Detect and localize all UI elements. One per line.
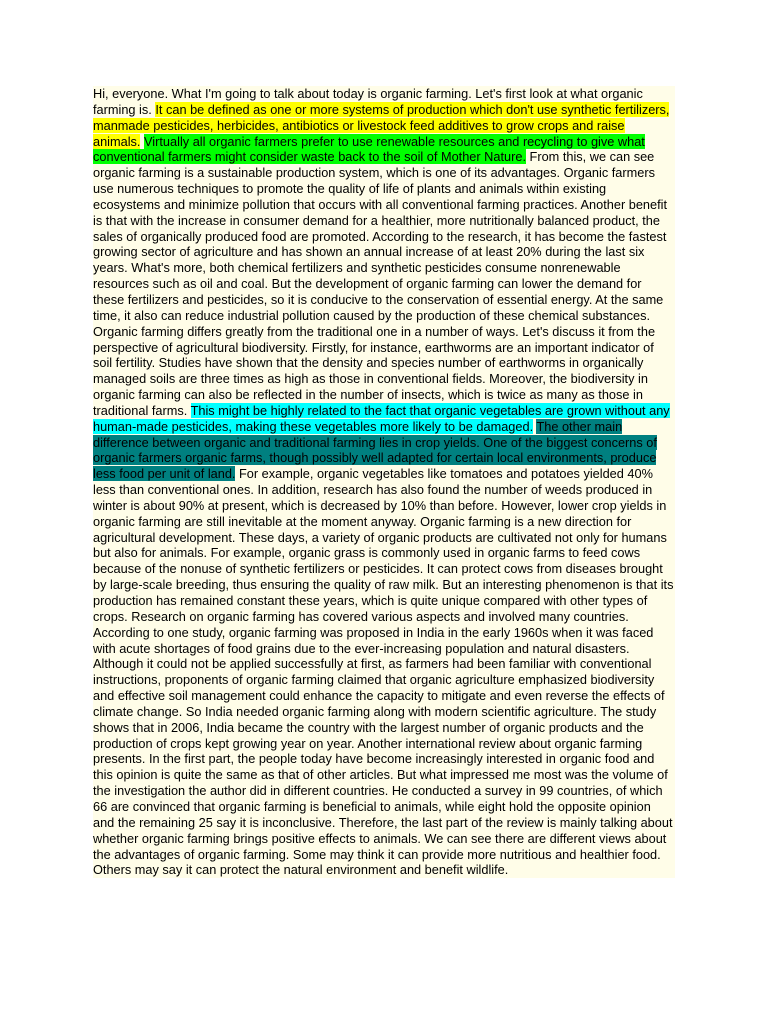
text-segment: From this, we can see organic farming is a sustainable production system, which is one of its advantages. Organic farmers use numerous techniques to promote the quality of life of plants and animals within existing ecosystems and minimize pollution that occurs with all conventional farming practices. Another benefit is that with the increase in consumer demand for a healthier, more nutritionally balanced product, the sales of organically produced food are promoted. According to the research, it has become the fastest growing sector of agriculture and has shown an annual increase of at least 20% during the last six years. What's more, both chemical fertilizers and synthetic pesticides consume nonrenewable resources such as oil and coal. But the development of organic farming can lower the demand for these fertilizers and pesticides, so it is conducive to the conservation of essential energy. At the same time, it also can reduce industrial pollution caused by the production of these chemical substances. Organic farming differs greatly from the traditional one in a number of ways. Let's discuss it from the perspective of agricultural biodiversity. Firstly, for instance, earthworms are an important indicator of soil fertility. Studies have shown that the density and species number of earthworms in organically managed soils are three times as high as those in conventional fields. Moreover, the biodiversity in organic farming can also be reflected in the number of insects, which is twice as many as those in traditional farms. (93, 149, 668, 418)
highlight-cyan-segment: This might be highly related to the fact that organic vegetables are grown without any human-made pesticides, making these vegetables more likely to be damaged. (93, 402, 670, 434)
transcript-paragraph (93, 86, 675, 878)
highlight-green-segment: Virtually all organic farmers prefer to use renewable resources and recycling to give what conventional farmers might consider waste back to the soil of Mother Nature. (93, 133, 645, 165)
highlight-yellow-segment: It can be defined as one or more systems of production which don't use synthetic fertilizers, manmade pesticides, herbicides, antibiotics or livestock feed additives to grow crops and raise animals. (93, 101, 670, 149)
text-segment: Hi, everyone. What I'm going to talk about today is organic farming. Let's first look at what organic farming is. (93, 86, 643, 117)
text-segment: For example, organic vegetables like tomatoes and potatoes yielded 40% less than conventional ones. In addition, research has also found the number of weeds produced in winter is about 90% at present, which is decreased by 10% than before. However, lower crop yields in organic farming are still inevitable at the moment anyway. Organic farming is a new direction for agricultural development. These days, a variety of organic products are cultivated not only for humans but also for animals. For example, organic grass is commonly used in organic farms to feed cows because of the nonuse of synthetic fertilizers or pesticides. It can protect cows from diseases brought by large-scale breeding, thus ensuring the quality of raw milk. But an interesting phenomenon is that its production has remained constant these years, which is quite unique compared with other types of crops. Research on organic farming has covered various aspects and involved many countries. According to one study, organic farming was proposed in India in the early 1960s when it was faced with acute shortages of food grains due to the ever-increasing population and natural disasters. Although it could not be applied successfully at first, as farmers had been familiar with conventional instructions, proponents of organic farming claimed that organic agriculture emphasized biodiversity and effective soil management could enhance the capacity to mitigate and even reverse the effects of climate change. So India needed organic farming along with modern scientific agriculture. The study shows that in 2006, India became the country with the largest number of organic products and the production of crops kept growing year on year. Another international review about organic farming presents. In the first part, the people today have become increasingly interested in organic food and this opinion is quite the same as that of other articles. But what impressed me most was the volume of the investigation the author did in different countries. He conducted a survey in 99 countries, of which 66 are convinced that organic farming is beneficial to animals, while eight hold the opposite opinion and the remaining 25 say it is inconclusive. Therefore, the last part of the review is mainly talking about whether organic farming brings positive effects to animals. We can see there are different views about the advantages of organic farming. Some may think it can provide more nutritious and healthier food. Others may say it can protect the natural environment and benefit wildlife. (93, 466, 674, 878)
highlight-teal-segment: The other main difference between organic and traditional farming lies in crop yields. One of the biggest concerns of organic farmers organic farms, though possibly well adapted for certain local environments, produce less food per unit of land. (93, 418, 657, 482)
